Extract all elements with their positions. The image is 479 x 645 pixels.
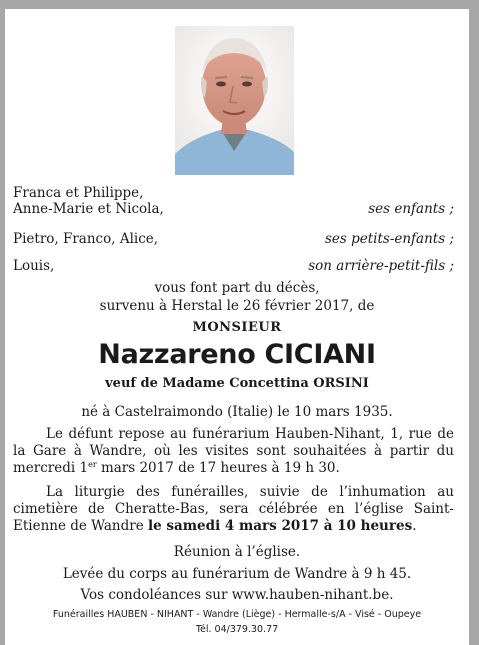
deceased-spouse: veuf de Madame Concettina ORSINI bbox=[105, 376, 369, 391]
frame-border-right bbox=[469, 0, 479, 645]
liturgy-date-time: le samedi 4 mars 2017 à 10 heures bbox=[148, 518, 413, 534]
paragraph-liturgy bbox=[13, 484, 454, 535]
footer-phone: Tél. 04/379.30.77 bbox=[195, 624, 279, 635]
paragraph-liturgy-text: La liturgie des funérailles, suivie de l’inhumation au cimetière de Cheratte-Bas, sera célébrée en l’église Saint-Etienne de Wandre bbox=[13, 484, 454, 534]
paragraph-funerarium bbox=[13, 426, 454, 477]
announce-line-1: vous font part du décès, bbox=[154, 280, 320, 296]
footer-funeral-home: Funérailles HAUBEN - NIHANT - Wandre (Liège) - Hermalle-s/A - Visé - Oupeye bbox=[52, 609, 422, 620]
family-greatgrandchildren-line: Louis, bbox=[13, 258, 55, 274]
deceased-name: Nazzareno CICIANI bbox=[98, 339, 376, 370]
paragraph-liturgy-end: . bbox=[412, 518, 417, 534]
announce-line-2: survenu à Herstal le 26 février 2017, de bbox=[99, 298, 375, 314]
note-reunion: Réunion à l’église. bbox=[173, 544, 301, 560]
family-children-line-2: Anne-Marie et Nicola, bbox=[13, 201, 164, 217]
note-condolences: Vos condoléances sur www.hauben-nihant.be. bbox=[80, 587, 394, 603]
family-grandchildren-line: Pietro, Franco, Alice, bbox=[13, 231, 159, 247]
ordinal-superscript: er bbox=[88, 460, 97, 469]
note-levee: Levée du corps au funérarium de Wandre à 9 h 45. bbox=[62, 566, 412, 582]
role-greatgrandchildren: son arrière-petit-fils ; bbox=[308, 258, 454, 274]
role-children: ses enfants ; bbox=[368, 201, 454, 217]
deceased-title: MONSIEUR bbox=[192, 320, 282, 335]
family-children-line-1: Franca et Philippe, bbox=[13, 185, 144, 201]
paragraph-funerarium-text-b: mars 2017 de 17 heures à 19 h 30. bbox=[96, 460, 340, 476]
frame-border-top bbox=[0, 0, 479, 9]
deceased-birth: né à Castelraimondo (Italie) le 10 mars 1935. bbox=[81, 404, 393, 420]
portrait-photo bbox=[175, 26, 294, 175]
paragraph-funerarium-text-a: Le défunt repose au funérarium Hauben-Nihant, 1, rue de la Gare à Wandre, où les visites sont souhaitées à partir du mercredi 1 bbox=[13, 426, 454, 476]
role-grandchildren: ses petits-enfants ; bbox=[324, 231, 454, 247]
